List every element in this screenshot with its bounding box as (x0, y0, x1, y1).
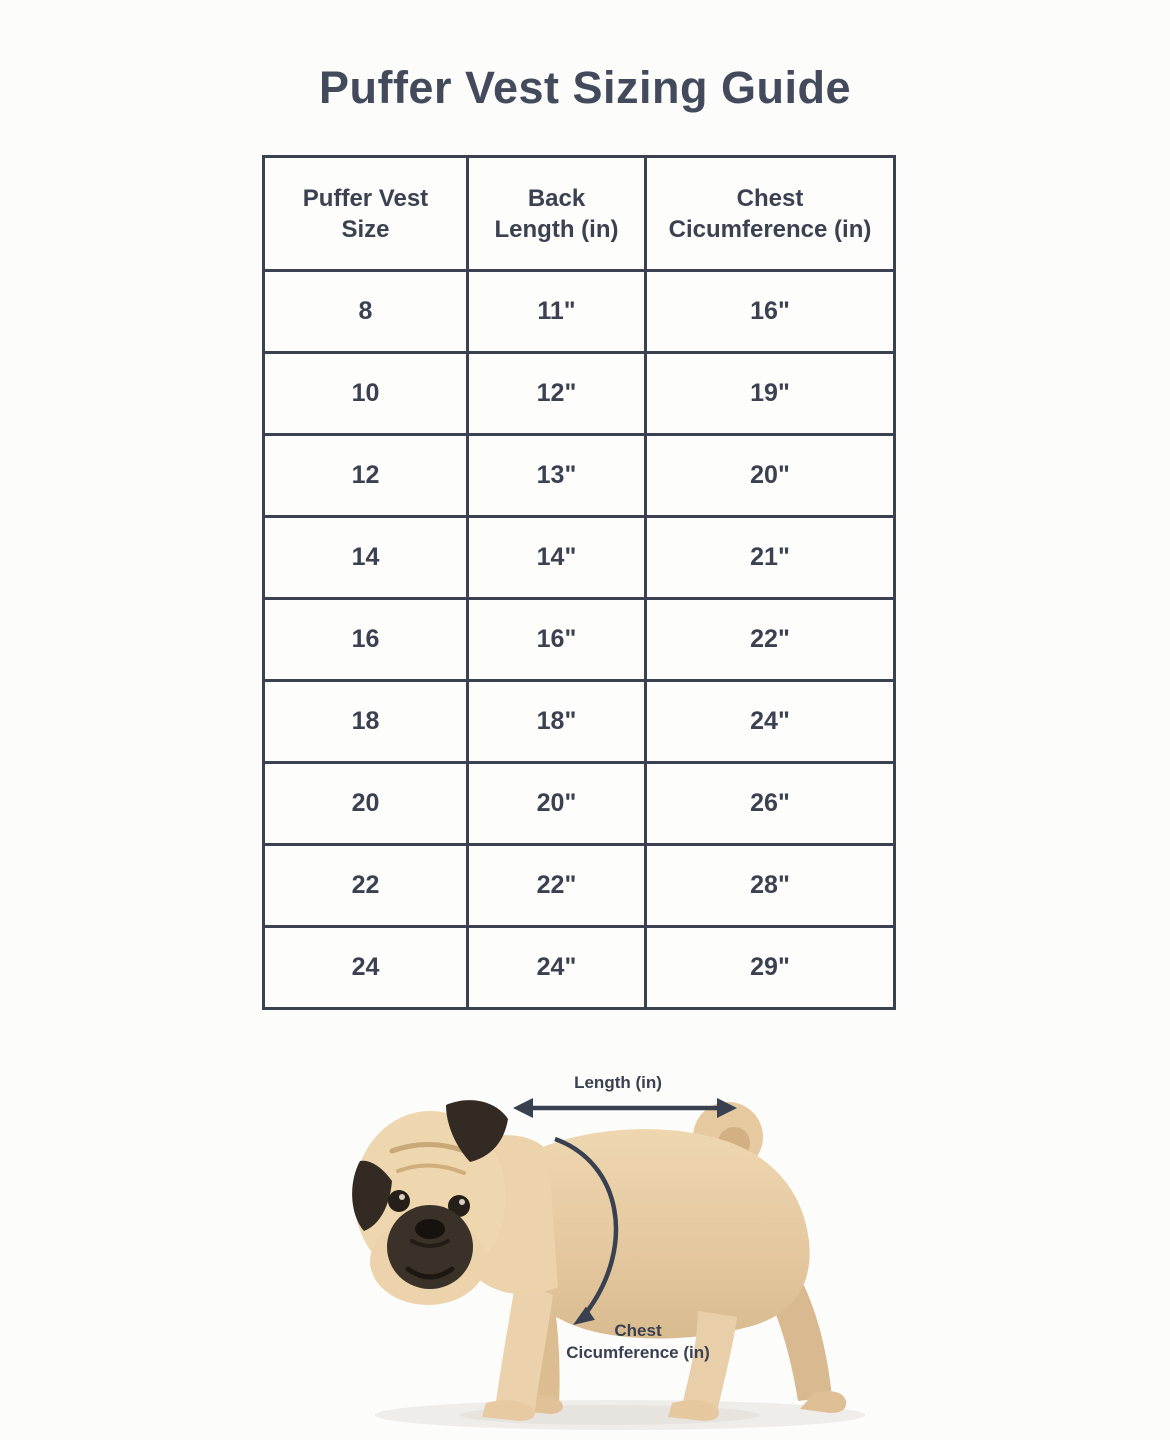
table-row (264, 599, 895, 681)
pug-photo (320, 1055, 880, 1440)
size-cell: 16 (264, 599, 468, 681)
chest-label-line1: Chest (614, 1321, 662, 1340)
dog-nose (415, 1219, 445, 1239)
chest-label-line2: Cicumference (in) (566, 1343, 710, 1362)
chest-circumference-cell: 16" (646, 271, 895, 353)
chest-circumference-cell: 29" (646, 927, 895, 1009)
size-cell: 8 (264, 271, 468, 353)
size-cell: 22 (264, 845, 468, 927)
back-length-cell: 20" (468, 763, 646, 845)
header-line: Puffer Vest (302, 184, 429, 212)
eye-highlight (399, 1194, 405, 1200)
table-row (264, 435, 895, 517)
chest-circumference-cell: 26" (646, 763, 895, 845)
chest-circumference-cell: 24" (646, 681, 895, 763)
table-header-row (264, 157, 895, 271)
table-row (264, 353, 895, 435)
back-length-cell: 22" (468, 845, 646, 927)
back-length-cell: 13" (468, 435, 646, 517)
size-cell: 14 (264, 517, 468, 599)
table-row (264, 763, 895, 845)
back-length-cell: 11" (468, 271, 646, 353)
measurement-diagram (320, 1055, 880, 1440)
dog-eye (388, 1190, 410, 1212)
sizing-table (262, 155, 896, 1010)
header-line: Length (in) (494, 215, 619, 243)
chest-circumference-cell: 21" (646, 517, 895, 599)
size-cell: 20 (264, 763, 468, 845)
header-puffer-vest-size (264, 157, 468, 271)
table-row (264, 927, 895, 1009)
chest-circumference-cell: 19" (646, 353, 895, 435)
header-line: Size (341, 215, 390, 243)
size-cell: 12 (264, 435, 468, 517)
chest-circumference-label (547, 1320, 729, 1364)
back-length-cell: 24" (468, 927, 646, 1009)
back-length-cell: 12" (468, 353, 646, 435)
size-cell: 10 (264, 353, 468, 435)
header-chest-circumference (646, 157, 895, 271)
header-line: Back (527, 184, 586, 212)
header-back-length (468, 157, 646, 271)
back-length-cell: 18" (468, 681, 646, 763)
table-row (264, 517, 895, 599)
header-line: Cicumference (in) (668, 215, 872, 243)
header-line: Chest (736, 184, 804, 212)
table-row (264, 845, 895, 927)
chest-circumference-cell: 20" (646, 435, 895, 517)
eye-highlight (459, 1199, 465, 1205)
chest-circumference-cell: 22" (646, 599, 895, 681)
length-label: Length (in) (574, 1073, 662, 1092)
page-title: Puffer Vest Sizing Guide (318, 62, 852, 113)
chest-circumference-cell: 28" (646, 845, 895, 927)
table-row (264, 681, 895, 763)
back-length-cell: 14" (468, 517, 646, 599)
back-length-cell: 16" (468, 599, 646, 681)
table-row (264, 271, 895, 353)
size-cell: 24 (264, 927, 468, 1009)
size-cell: 18 (264, 681, 468, 763)
